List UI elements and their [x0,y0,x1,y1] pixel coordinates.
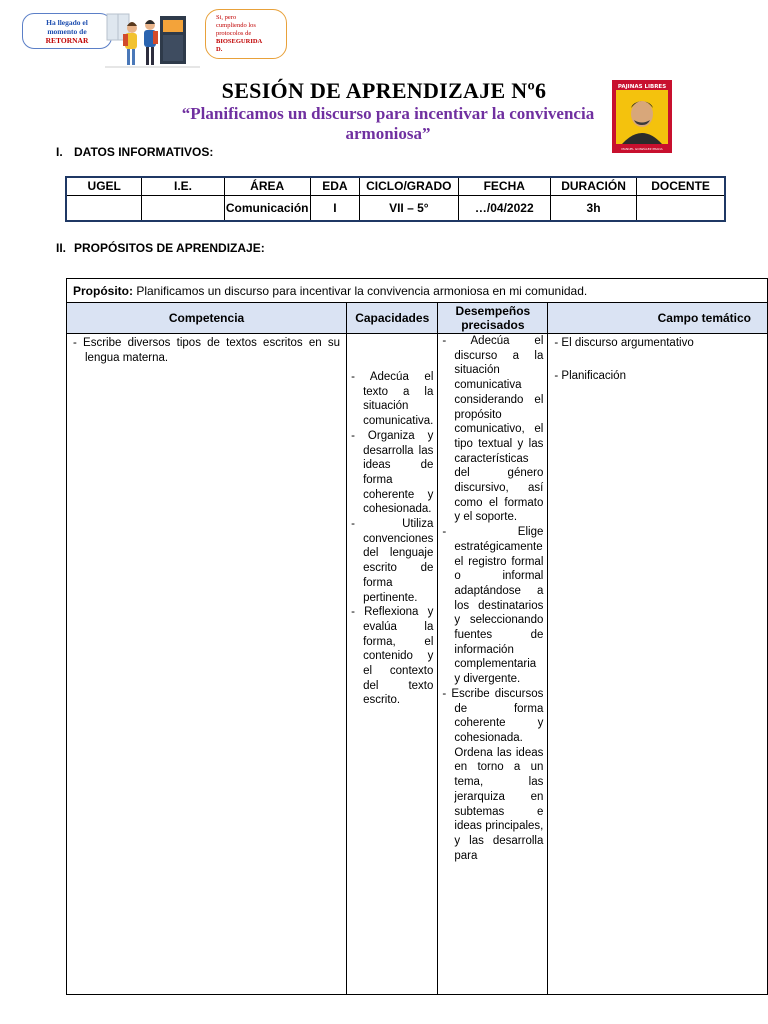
desempeno-item: - Adecúa el discurso a la situación comunicativa considerando el propósito comunicativo, el tipo textual y las características del género discursivo, así como el formato y el soporte. [442,335,544,524]
campo-tematico-cell [548,334,768,995]
capacidad-item: - Utiliza convenciones del lenguaje escrito de forma pertinente. [351,518,434,604]
capacidad-item: - Adecúa el texto a la situación comunicativa. [351,371,434,428]
bubble-right-line5: D. [216,46,223,53]
bubble-right-line3: protocolos de [216,30,252,37]
book-cover-image [612,80,672,153]
bubble-left-line3: RETORNAR [45,36,89,45]
value-ciclo-grado: VII – 5° [360,195,459,221]
session-subtitle [100,104,676,144]
students-door-illustration [105,12,200,70]
desempenos-cell [438,334,548,995]
header-fecha: FECHA [458,177,550,195]
section1-label: DATOS INFORMATIVOS: [74,145,214,159]
capacidades-cell [347,334,438,995]
header-area: ÁREA [224,177,310,195]
header-campo-tematico: Campo temático [548,303,768,334]
section2-label: PROPÓSITOS DE APRENDIZAJE: [74,241,265,255]
section-datos-informativos [56,145,213,159]
header-capacidades: Capacidades [347,303,438,334]
header-duracion: DURACIÓN [550,177,636,195]
bubble-left-line1: Ha llegado el [46,18,88,27]
value-duracion: 3h [550,195,636,221]
section2-number: II. [56,241,67,255]
speech-bubble-left [22,13,112,49]
purpose-table [66,278,768,995]
purpose-text: Planificamos un discurso para incentivar la convivencia armoniosa en mi comunidad. [133,283,588,298]
info-value-row [66,195,725,221]
purpose-cell [67,279,768,303]
value-docente [637,195,725,221]
bubble-right-line1: Si, pero [216,14,237,21]
bubble-right-line2: cumpliendo los [216,22,256,29]
header-docente: DOCENTE [637,177,725,195]
bubble-right-line4: BIOSEGURIDA [216,38,263,45]
capacidad-item: - Organiza y desarrolla las ideas de forma coherente y cohesionada. [351,429,434,516]
purpose-body-row [67,334,768,995]
value-ie [142,195,224,221]
info-table [65,176,726,222]
header-desempenos: Desempeños precisados [438,303,548,334]
section-propositos [56,241,265,255]
section1-number: I. [56,145,63,159]
header-ciclo-grado: CICLO/GRADO [360,177,459,195]
competencia-cell [67,334,347,995]
purpose-header-row [67,303,768,334]
header-eda: EDA [310,177,359,195]
value-ugel [66,195,142,221]
info-header-row [66,177,725,195]
value-area: Comunicación [224,195,310,221]
campo-item: - El discurso argumentativo [554,337,694,349]
subtitle-line1: “Planificamos un discurso para incentivar la convivencia [181,104,595,123]
campo-item: - Planificación [554,369,626,382]
header-ie: I.E. [142,177,224,195]
desempeno-item: - Elige estratégicamente el registro formal o informal adaptándose a los destinatarios y seleccionando fuentes de información complementaria y divergente. [442,526,544,686]
purpose-row [67,279,768,303]
speech-bubble-right [205,9,287,59]
value-eda: I [310,195,359,221]
capacidad-item: - Reflexiona y evalúa la forma, el contenido y el contexto del texto escrito. [351,606,434,707]
session-title: SESIÓN DE APRENDIZAJE Nº6 [221,78,547,103]
book-cover-author: MANUEL GONZÁLEZ PRADA [621,147,663,151]
purpose-label: Propósito: [73,283,133,298]
book-cover-title: PAJINAS LIBRES [617,84,667,90]
value-fecha: …/04/2022 [458,195,550,221]
competencia-item: - Escribe diversos tipos de textos escritos en su lengua materna. [73,337,341,364]
header-ugel: UGEL [66,177,142,195]
subtitle-line2: armoniosa” [345,124,431,143]
bubble-left-line2: momento de [47,27,87,36]
header-competencia: Competencia [67,303,347,334]
desempeno-item: - Escribe discursos de forma coherente y cohesionada. Ordena las ideas en torno a un tema, las jerarquiza en subtemas e ideas principales, y las desarrolla para [442,687,544,862]
